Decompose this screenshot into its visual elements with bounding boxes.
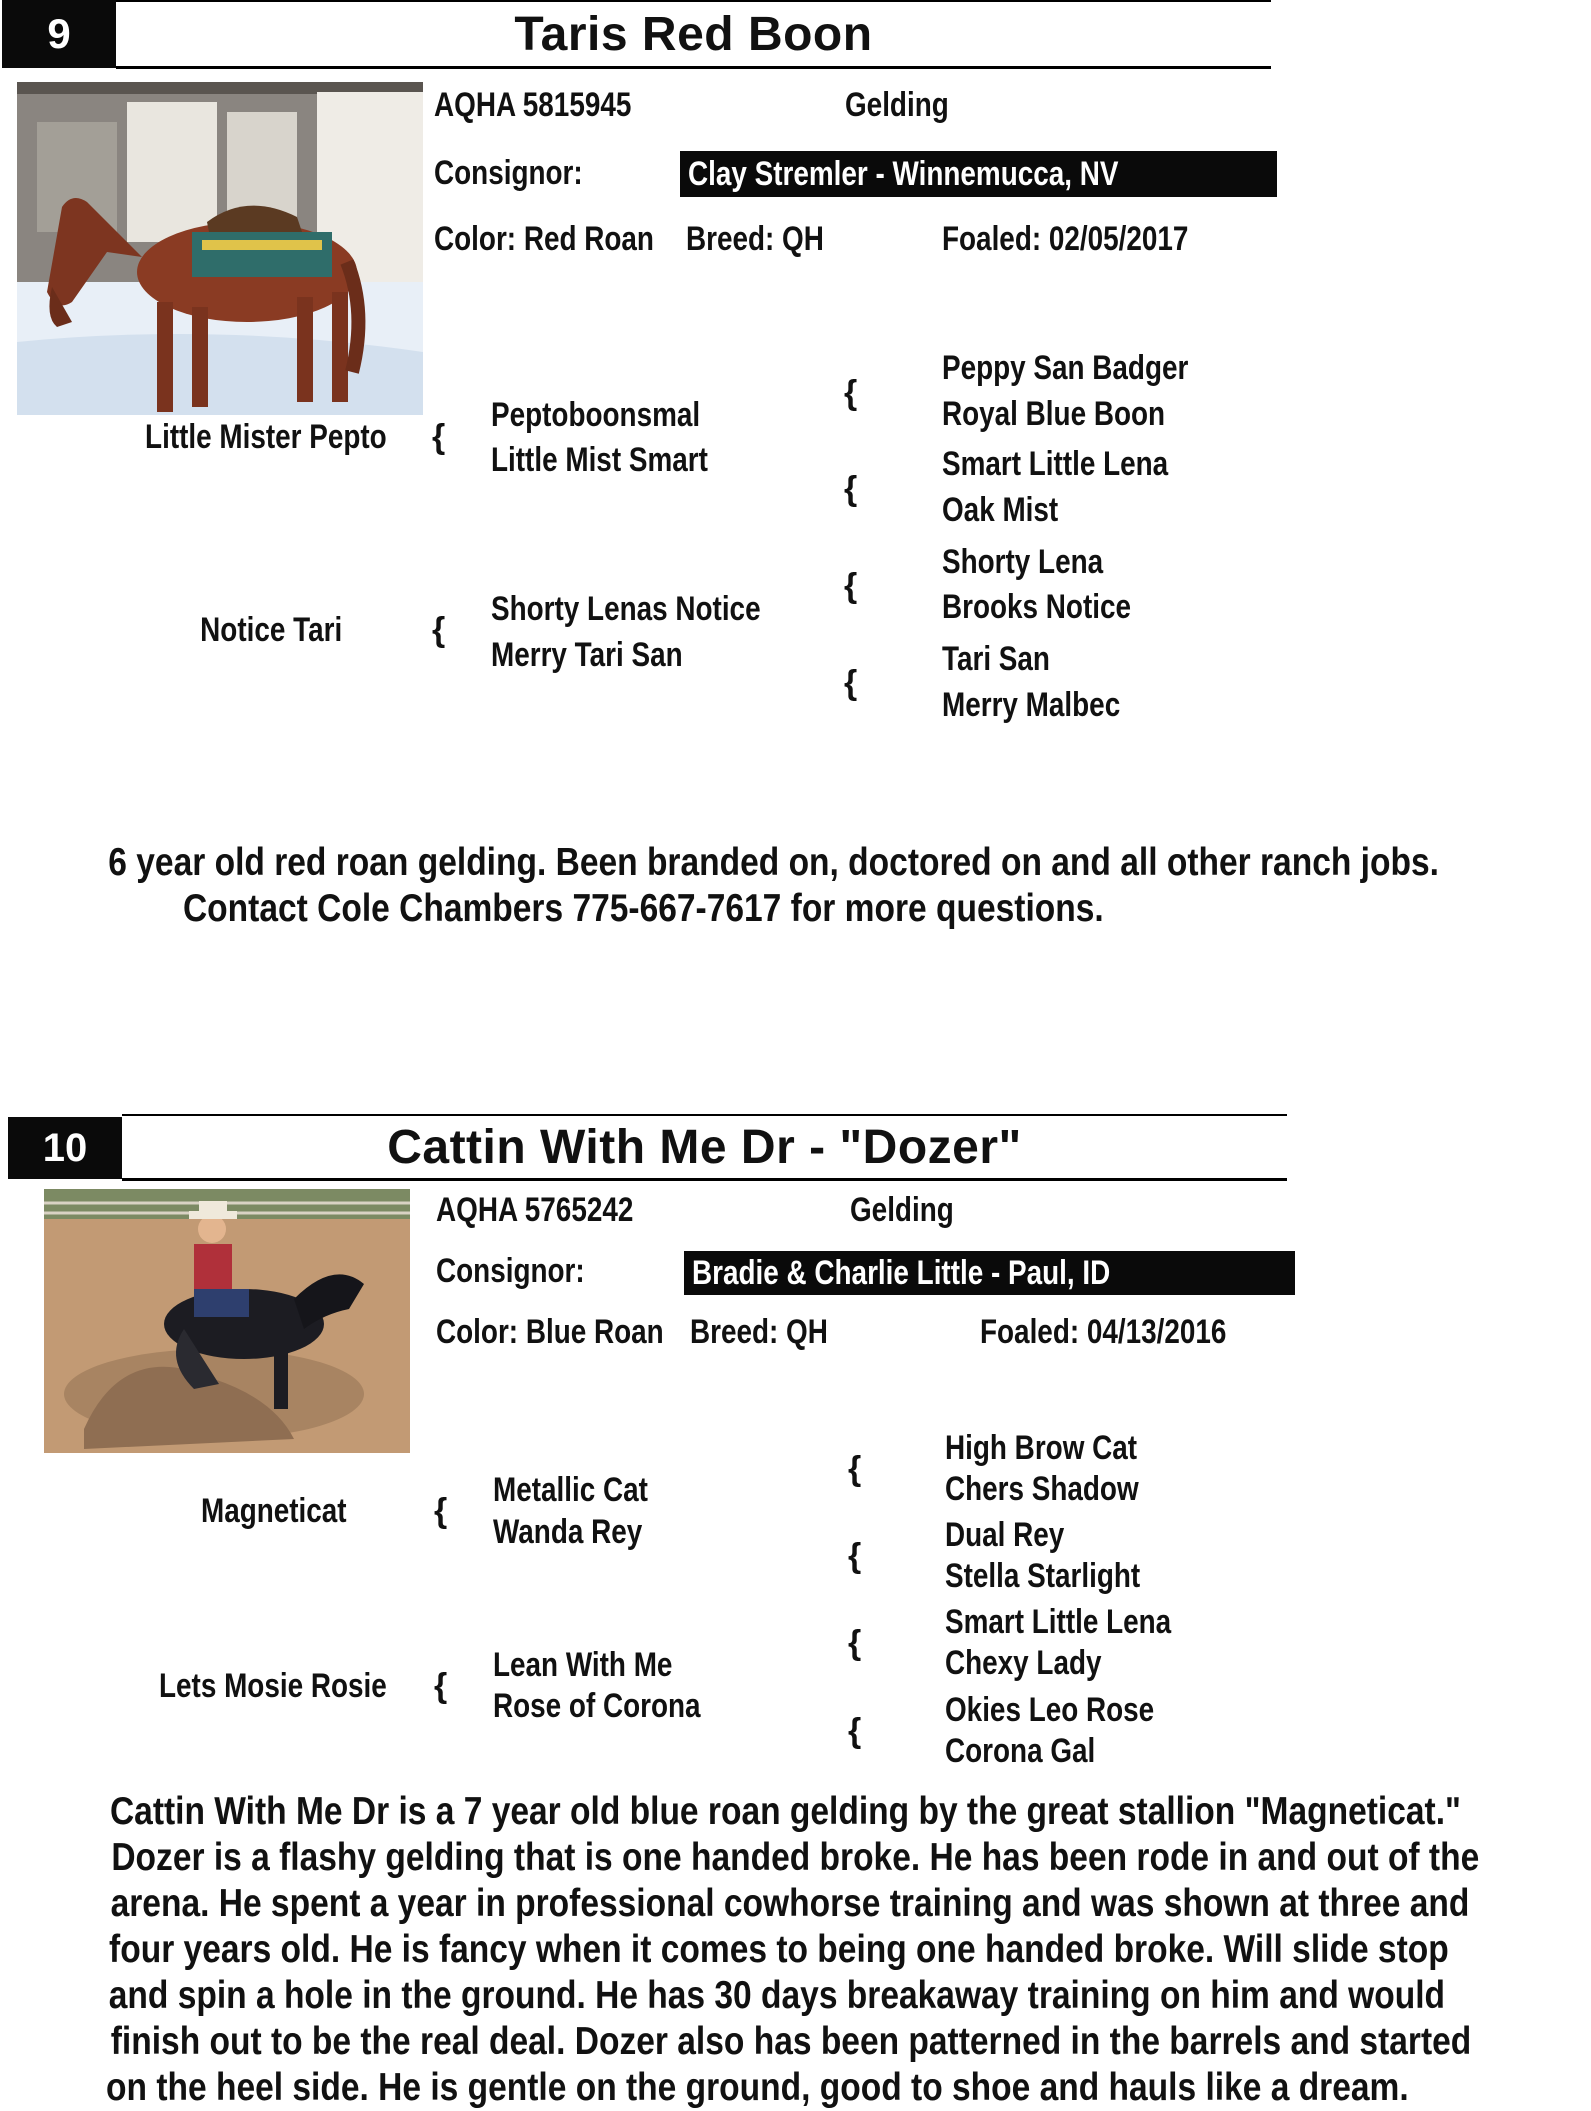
bracket-icon: { <box>844 374 858 412</box>
bracket-icon: { <box>848 1712 862 1750</box>
gen3-2: Chers Shadow <box>945 1470 1139 1508</box>
lot-number: 10 <box>8 1117 122 1179</box>
lot-number: 9 <box>2 0 116 68</box>
horse-photo-image <box>44 1189 410 1453</box>
description-line: Cattin With Me Dr is a 7 year old blue roan gelding by the great stallion "Magneticat." <box>109 1790 1461 1833</box>
description-line: four years old. He is fancy when it comes to being one handed broke. Will slide stop <box>109 1928 1449 1971</box>
sire-dam: Little Mist Smart <box>491 441 708 479</box>
gen3-5: Shorty Lena <box>942 543 1104 581</box>
description <box>0 840 1439 932</box>
horse-name <box>116 0 1271 69</box>
bracket-icon: { <box>432 418 446 456</box>
gen3-6: Chexy Lady <box>945 1644 1102 1682</box>
description-line: on the heel side. He is gentle on the ground, good to shoe and hauls like a dream. <box>106 2066 1409 2109</box>
dam-sire: Lean With Me <box>493 1646 673 1684</box>
dam: Notice Tari <box>199 611 342 649</box>
dam-dam: Merry Tari San <box>491 636 683 674</box>
gen3-4: Stella Starlight <box>945 1557 1141 1595</box>
color: Color: Red Roan <box>434 220 654 258</box>
breed: Breed: QH <box>690 1313 828 1351</box>
horse-name <box>122 1114 1287 1181</box>
bracket-icon: { <box>432 611 446 649</box>
gen3-8: Merry Malbec <box>942 686 1121 724</box>
gen3-5: Smart Little Lena <box>945 1603 1172 1641</box>
consignor-name: Bradie & Charlie Little - Paul, ID <box>692 1253 1111 1292</box>
horse-photo <box>17 82 423 415</box>
foaled-date: Foaled: 02/05/2017 <box>942 220 1189 258</box>
gen3-2: Royal Blue Boon <box>942 395 1166 433</box>
consignor-name: Clay Stremler - Winnemucca, NV <box>688 154 1119 193</box>
sire: Magneticat <box>201 1492 347 1530</box>
description-line: and spin a hole in the ground. He has 30 days breakaway training on him and would <box>108 1974 1446 2017</box>
gen3-3: Dual Rey <box>945 1516 1065 1554</box>
aqha-number: AQHA 5765242 <box>436 1191 634 1229</box>
gen3-8: Corona Gal <box>945 1732 1096 1770</box>
color: Color: Blue Roan <box>436 1313 664 1351</box>
bracket-icon: { <box>848 1624 862 1662</box>
bracket-icon: { <box>844 470 858 508</box>
bracket-icon: { <box>848 1537 862 1575</box>
breed: Breed: QH <box>686 220 824 258</box>
gen3-3: Smart Little Lena <box>942 445 1169 483</box>
description-line: Contact Cole Chambers 775-667-7617 for more questions. <box>183 887 1104 930</box>
description-line: Dozer is a flashy gelding that is one handed broke. He has been rode in and out of the <box>111 1836 1480 1879</box>
sire-sire: Metallic Cat <box>493 1471 648 1509</box>
horse-name-text: Taris Red Boon <box>514 7 873 61</box>
sex: Gelding <box>850 1191 954 1229</box>
sire-dam: Wanda Rey <box>493 1513 643 1551</box>
gen3-4: Oak Mist <box>942 491 1059 529</box>
aqha-number: AQHA 5815945 <box>434 86 632 124</box>
bracket-icon: { <box>848 1450 862 1488</box>
description-line: 6 year old red roan gelding. Been branded on, doctored on and all other ranch jobs. <box>108 841 1439 884</box>
gen3-1: Peppy San Badger <box>942 349 1189 387</box>
description-line: finish out to be the real deal. Dozer also has been patterned in the barrels and started <box>110 2020 1472 2063</box>
foaled-date: Foaled: 04/13/2016 <box>980 1313 1227 1351</box>
sex: Gelding <box>845 86 949 124</box>
horse-photo-image <box>17 82 423 415</box>
consignor-bar <box>684 1251 1295 1295</box>
consignor-bar <box>680 151 1277 197</box>
bracket-icon: { <box>434 1667 448 1705</box>
horse-photo <box>44 1189 410 1453</box>
dam-sire: Shorty Lenas Notice <box>491 590 761 628</box>
sire: Little Mister Pepto <box>145 418 387 456</box>
bracket-icon: { <box>434 1492 448 1530</box>
gen3-1: High Brow Cat <box>945 1429 1138 1467</box>
gen3-7: Tari San <box>942 640 1050 678</box>
consignor-label: Consignor: <box>436 1252 585 1290</box>
bracket-icon: { <box>844 567 858 605</box>
gen3-6: Brooks Notice <box>942 588 1132 626</box>
bracket-icon: { <box>844 664 858 702</box>
dam: Lets Mosie Rosie <box>159 1667 387 1705</box>
consignor-label: Consignor: <box>434 154 583 192</box>
sire-sire: Peptoboonsmal <box>491 396 701 434</box>
horse-name-text: Cattin With Me Dr - "Dozer" <box>387 1120 1022 1174</box>
description-line: arena. He spent a year in professional cowhorse training and was shown at three and <box>110 1882 1470 1925</box>
dam-dam: Rose of Corona <box>493 1687 701 1725</box>
gen3-7: Okies Leo Rose <box>945 1691 1155 1729</box>
description <box>0 1789 1480 2111</box>
